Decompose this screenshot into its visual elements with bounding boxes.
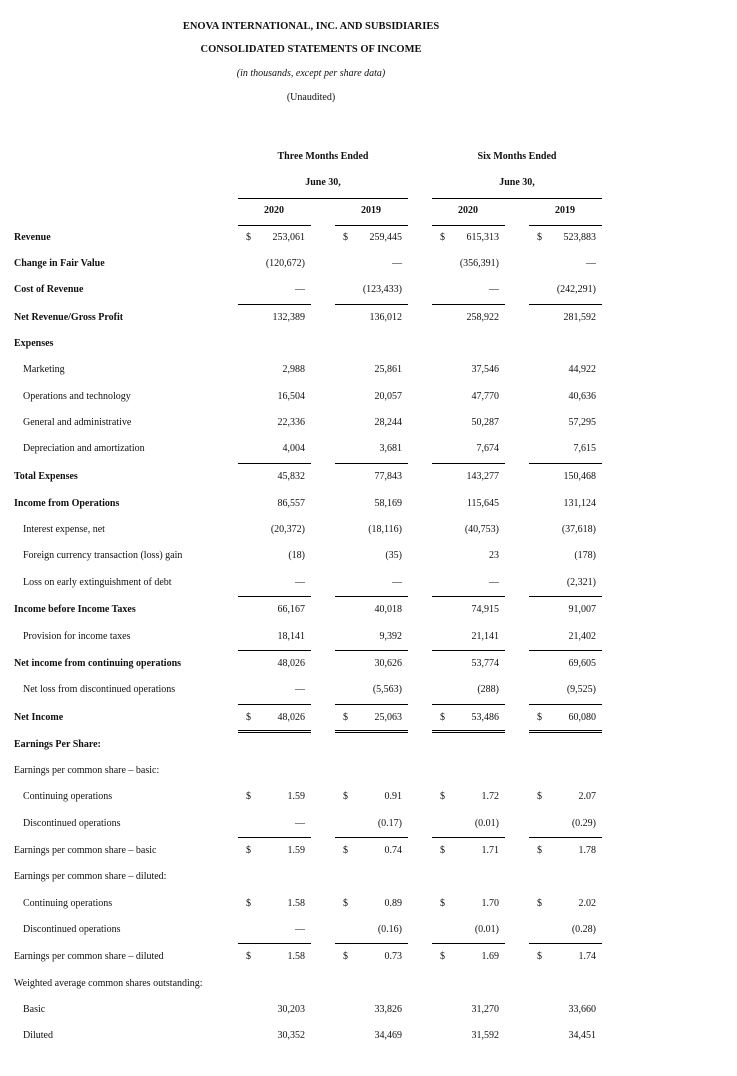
subtotal-rule xyxy=(238,650,311,651)
row-label: Continuing operations xyxy=(23,898,113,909)
subtotal-rule xyxy=(335,650,408,651)
cell-value: 21,402 xyxy=(568,631,596,642)
row-label: Net Revenue/Gross Profit xyxy=(14,312,124,323)
cell-value: 0.74 xyxy=(384,845,402,856)
cell-value: 0.89 xyxy=(384,898,402,909)
table-row xyxy=(0,524,737,538)
subtotal-rule xyxy=(432,304,505,305)
year-col-2: 2019 xyxy=(361,205,381,216)
table-row xyxy=(0,712,737,726)
cell-value: (37,618) xyxy=(561,524,596,535)
cell-value: 1.59 xyxy=(287,845,305,856)
dollar-sign: $ xyxy=(246,712,251,723)
dollar-sign: $ xyxy=(537,845,542,856)
company-name: ENOVA INTERNATIONAL, INC. AND SUBSIDIARIES xyxy=(182,21,440,32)
cell-value: (40,753) xyxy=(464,524,499,535)
dollar-sign: $ xyxy=(343,845,348,856)
row-label: Continuing operations xyxy=(23,791,113,802)
cell-value: 2,988 xyxy=(282,364,305,375)
statement-title: CONSOLIDATED STATEMENTS OF INCOME xyxy=(200,44,422,55)
cell-value: 259,445 xyxy=(369,232,402,243)
cell-value: 48,026 xyxy=(277,658,305,669)
subtotal-rule xyxy=(529,837,602,838)
cell-value: — xyxy=(295,684,305,695)
row-label: Basic xyxy=(23,1004,46,1015)
dollar-sign: $ xyxy=(343,232,348,243)
cell-value: 0.91 xyxy=(384,791,402,802)
cell-value: — xyxy=(586,258,596,269)
cell-value: 3,681 xyxy=(379,443,402,454)
dollar-sign: $ xyxy=(343,712,348,723)
cell-value: 25,063 xyxy=(374,712,402,723)
cell-value: 40,636 xyxy=(568,391,596,402)
row-label: Net Income xyxy=(14,712,64,723)
dollar-sign: $ xyxy=(343,898,348,909)
cell-value: — xyxy=(392,258,402,269)
dollar-sign: $ xyxy=(440,232,445,243)
table-row xyxy=(0,765,737,779)
row-label: Operations and technology xyxy=(23,391,131,402)
row-label: Net loss from discontinued operations xyxy=(23,684,176,695)
cell-value: 31,270 xyxy=(471,1004,499,1015)
row-label: Discontinued operations xyxy=(23,818,121,829)
three-months-heading: Three Months Ended xyxy=(277,151,369,162)
table-row xyxy=(0,312,737,326)
year-col-3: 2020 xyxy=(458,205,478,216)
cell-value: 1.59 xyxy=(287,791,305,802)
row-label: Income before Income Taxes xyxy=(14,604,136,615)
cell-value: 34,469 xyxy=(374,1030,402,1041)
cell-value: 58,169 xyxy=(374,498,402,509)
cell-value: 281,592 xyxy=(563,312,596,323)
cell-value: 615,313 xyxy=(466,232,499,243)
cell-value: 22,336 xyxy=(277,417,305,428)
table-row xyxy=(0,791,737,805)
table-row xyxy=(0,658,737,672)
total-double-rule xyxy=(335,730,408,733)
row-label: Discontinued operations xyxy=(23,924,121,935)
row-label: General and administrative xyxy=(23,417,132,428)
cell-value: 150,468 xyxy=(563,471,596,482)
cell-value: 34,451 xyxy=(568,1030,596,1041)
cell-value: 1.69 xyxy=(481,951,499,962)
cell-value: 18,141 xyxy=(277,631,305,642)
six-months-date: June 30, xyxy=(499,177,535,188)
row-label: Loss on early extinguishment of debt xyxy=(23,577,172,588)
cell-value: — xyxy=(489,284,499,295)
table-row xyxy=(0,443,737,457)
cell-value: 53,486 xyxy=(471,712,499,723)
table-row xyxy=(0,978,737,992)
cell-value: (0.29) xyxy=(571,818,596,829)
cell-value: (9,525) xyxy=(566,684,596,695)
dollar-sign: $ xyxy=(537,712,542,723)
cell-value: 1.58 xyxy=(287,951,305,962)
table-row xyxy=(0,338,737,352)
dollar-sign: $ xyxy=(343,791,348,802)
table-row xyxy=(0,924,737,938)
subtotal-rule xyxy=(432,596,505,597)
cell-value: 7,615 xyxy=(573,443,596,454)
year-rule-2 xyxy=(335,225,408,226)
cell-value: (123,433) xyxy=(362,284,402,295)
dollar-sign: $ xyxy=(246,791,251,802)
table-row xyxy=(0,951,737,965)
cell-value: (356,391) xyxy=(459,258,499,269)
cell-value: 31,592 xyxy=(471,1030,499,1041)
subtotal-rule xyxy=(432,463,505,464)
subtotal-rule xyxy=(529,463,602,464)
subtotal-rule xyxy=(432,837,505,838)
subtotal-rule xyxy=(335,463,408,464)
year-col-4: 2019 xyxy=(555,205,575,216)
dollar-sign: $ xyxy=(537,791,542,802)
row-label: Total Expenses xyxy=(14,471,78,482)
cell-value: 28,244 xyxy=(374,417,402,428)
cell-value: (2,321) xyxy=(566,577,596,588)
cell-value: 50,287 xyxy=(471,417,499,428)
subtotal-rule xyxy=(335,304,408,305)
cell-value: — xyxy=(295,818,305,829)
cell-value: 37,546 xyxy=(471,364,499,375)
subtotal-rule xyxy=(238,304,311,305)
row-label: Change in Fair Value xyxy=(14,258,105,269)
cell-value: (178) xyxy=(574,550,596,561)
cell-value: 45,832 xyxy=(277,471,305,482)
cell-value: 21,141 xyxy=(471,631,499,642)
cell-value: 7,674 xyxy=(476,443,499,454)
row-label: Cost of Revenue xyxy=(14,284,84,295)
cell-value: 77,843 xyxy=(374,471,402,482)
cell-value: 1.74 xyxy=(578,951,596,962)
table-row xyxy=(0,417,737,431)
dollar-sign: $ xyxy=(440,712,445,723)
cell-value: 60,080 xyxy=(568,712,596,723)
cell-value: 23 xyxy=(489,550,499,561)
table-row xyxy=(0,498,737,512)
dollar-sign: $ xyxy=(246,898,251,909)
cell-value: (0.01) xyxy=(474,924,499,935)
row-label: Expenses xyxy=(14,338,54,349)
cell-value: (0.01) xyxy=(474,818,499,829)
cell-value: (242,291) xyxy=(556,284,596,295)
cell-value: 1.71 xyxy=(481,845,499,856)
subtotal-rule xyxy=(238,463,311,464)
row-label: Revenue xyxy=(14,232,51,243)
subtotal-rule xyxy=(238,943,311,944)
cell-value: 132,389 xyxy=(272,312,305,323)
cell-value: 136,012 xyxy=(369,312,402,323)
year-col-1: 2020 xyxy=(264,205,284,216)
table-row xyxy=(0,471,737,485)
cell-value: 30,626 xyxy=(374,658,402,669)
table-row xyxy=(0,391,737,405)
dollar-sign: $ xyxy=(440,791,445,802)
subtotal-rule xyxy=(432,943,505,944)
subtotal-rule xyxy=(238,596,311,597)
table-row xyxy=(0,631,737,645)
cell-value: 48,026 xyxy=(277,712,305,723)
cell-value: 1.70 xyxy=(481,898,499,909)
table-row xyxy=(0,845,737,859)
dollar-sign: $ xyxy=(246,845,251,856)
three-months-date: June 30, xyxy=(305,177,341,188)
cell-value: (35) xyxy=(385,550,402,561)
cell-value: 69,605 xyxy=(568,658,596,669)
table-row xyxy=(0,739,737,753)
cell-value: 66,167 xyxy=(277,604,305,615)
subtotal-rule xyxy=(529,943,602,944)
cell-value: 1.58 xyxy=(287,898,305,909)
row-label: Earnings per common share – basic: xyxy=(14,765,160,776)
table-row xyxy=(0,1004,737,1018)
cell-value: 131,124 xyxy=(563,498,596,509)
subtotal-rule xyxy=(529,596,602,597)
cell-value: 74,915 xyxy=(471,604,499,615)
dollar-sign: $ xyxy=(440,951,445,962)
row-label: Interest expense, net xyxy=(23,524,105,535)
dollar-sign: $ xyxy=(537,232,542,243)
cell-value: — xyxy=(489,577,499,588)
cell-value: 30,352 xyxy=(277,1030,305,1041)
units-note: (in thousands, except per share data) xyxy=(236,68,386,79)
cell-value: — xyxy=(295,924,305,935)
cell-value: (5,563) xyxy=(372,684,402,695)
cell-value: 86,557 xyxy=(277,498,305,509)
subtotal-rule xyxy=(529,704,602,705)
cell-value: — xyxy=(392,577,402,588)
table-row xyxy=(0,364,737,378)
subtotal-rule xyxy=(432,704,505,705)
row-label: Depreciation and amortization xyxy=(23,443,145,454)
row-label: Marketing xyxy=(23,364,65,375)
cell-value: 4,004 xyxy=(282,443,305,454)
cell-value: 0.73 xyxy=(384,951,402,962)
row-label: Diluted xyxy=(23,1030,53,1041)
cell-value: 33,826 xyxy=(374,1004,402,1015)
table-row xyxy=(0,550,737,564)
subtotal-rule xyxy=(238,704,311,705)
cell-value: (18) xyxy=(288,550,305,561)
subtotal-rule xyxy=(335,596,408,597)
row-label: Earnings per common share – diluted: xyxy=(14,871,167,882)
cell-value: (0.17) xyxy=(377,818,402,829)
row-label: Provision for income taxes xyxy=(23,631,131,642)
subtotal-rule xyxy=(529,304,602,305)
three-months-rule xyxy=(238,198,408,199)
total-double-rule xyxy=(529,730,602,733)
cell-value: (20,372) xyxy=(270,524,305,535)
cell-value: (288) xyxy=(477,684,499,695)
row-label: Net income from continuing operations xyxy=(14,658,182,669)
cell-value: 91,007 xyxy=(568,604,596,615)
dollar-sign: $ xyxy=(440,845,445,856)
table-row xyxy=(0,232,737,246)
dollar-sign: $ xyxy=(537,951,542,962)
table-row xyxy=(0,1030,737,1044)
cell-value: 2.02 xyxy=(578,898,596,909)
cell-value: (0.28) xyxy=(571,924,596,935)
table-row xyxy=(0,284,737,298)
subtotal-rule xyxy=(335,943,408,944)
dollar-sign: $ xyxy=(440,898,445,909)
cell-value: 115,645 xyxy=(466,498,499,509)
year-rule-1 xyxy=(238,225,311,226)
cell-value: — xyxy=(295,284,305,295)
year-rule-4 xyxy=(529,225,602,226)
cell-value: 258,922 xyxy=(466,312,499,323)
cell-value: 30,203 xyxy=(277,1004,305,1015)
six-months-heading: Six Months Ended xyxy=(477,151,557,162)
cell-value: — xyxy=(295,577,305,588)
subtotal-rule xyxy=(529,650,602,651)
table-row xyxy=(0,871,737,885)
cell-value: 523,883 xyxy=(563,232,596,243)
cell-value: 20,057 xyxy=(374,391,402,402)
cell-value: 9,392 xyxy=(379,631,402,642)
cell-value: 57,295 xyxy=(568,417,596,428)
subtotal-rule xyxy=(432,650,505,651)
table-row xyxy=(0,577,737,591)
cell-value: 253,061 xyxy=(272,232,305,243)
row-label: Weighted average common shares outstanding: xyxy=(14,978,203,989)
audit-note: (Unaudited) xyxy=(286,92,336,103)
dollar-sign: $ xyxy=(246,951,251,962)
cell-value: (120,672) xyxy=(265,258,305,269)
row-label: Foreign currency transaction (loss) gain xyxy=(23,550,183,561)
cell-value: 40,018 xyxy=(374,604,402,615)
subtotal-rule xyxy=(238,837,311,838)
cell-value: 16,504 xyxy=(277,391,305,402)
cell-value: 44,922 xyxy=(568,364,596,375)
table-row xyxy=(0,684,737,698)
row-label: Earnings per common share – diluted xyxy=(14,951,164,962)
dollar-sign: $ xyxy=(537,898,542,909)
cell-value: (0.16) xyxy=(377,924,402,935)
cell-value: 143,277 xyxy=(466,471,499,482)
total-double-rule xyxy=(238,730,311,733)
cell-value: 2.07 xyxy=(578,791,596,802)
dollar-sign: $ xyxy=(246,232,251,243)
row-label: Income from Operations xyxy=(14,498,120,509)
six-months-rule xyxy=(432,198,602,199)
row-label: Earnings Per Share: xyxy=(14,739,101,750)
cell-value: 1.72 xyxy=(481,791,499,802)
dollar-sign: $ xyxy=(343,951,348,962)
total-double-rule xyxy=(432,730,505,733)
subtotal-rule xyxy=(335,837,408,838)
cell-value: 25,861 xyxy=(374,364,402,375)
table-row xyxy=(0,258,737,272)
row-label: Earnings per common share – basic xyxy=(14,845,157,856)
year-rule-3 xyxy=(432,225,505,226)
cell-value: 1.78 xyxy=(578,845,596,856)
table-row xyxy=(0,604,737,618)
table-row xyxy=(0,898,737,912)
cell-value: (18,116) xyxy=(368,524,402,535)
cell-value: 47,770 xyxy=(471,391,499,402)
table-row xyxy=(0,818,737,832)
subtotal-rule xyxy=(335,704,408,705)
cell-value: 33,660 xyxy=(568,1004,596,1015)
cell-value: 53,774 xyxy=(471,658,499,669)
